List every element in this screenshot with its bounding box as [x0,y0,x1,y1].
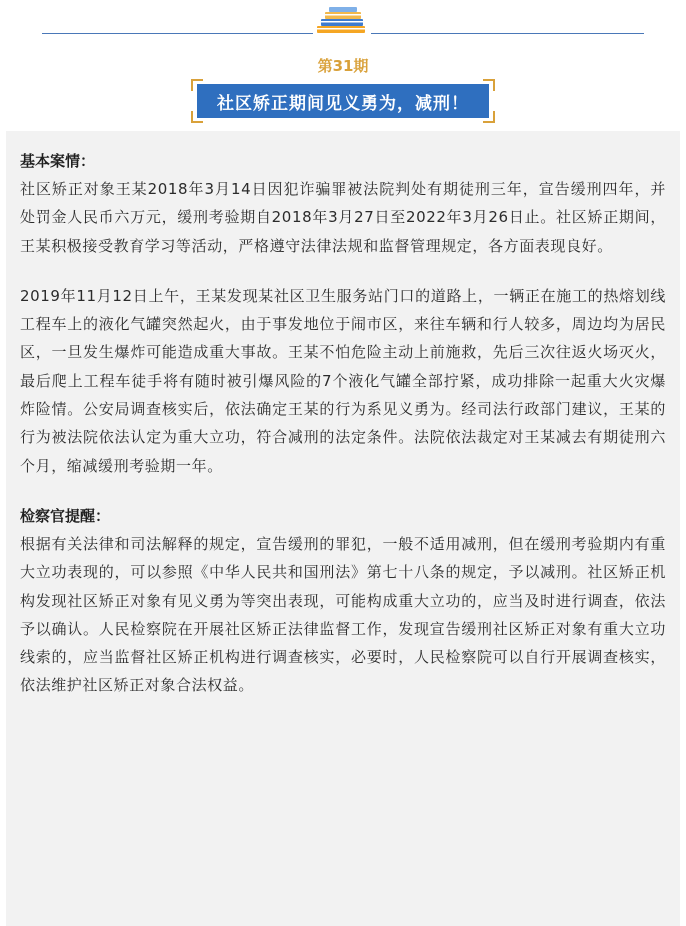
case-paragraph-2: 2019年11月12日上午，王某发现某社区卫生服务站门口的道路上，一辆正在施工的热熔划线工程车上的液化气罐突然起火，由于事发地位于闹市区，来往车辆和行人较多，周边均为居民区，一旦发生爆炸可能造成重大事故。王某不怕危险主动上前施救，先后三次往返火场灭火，最后爬上工程车徒手将有随时被引爆风险的7个液化气罐全部拧紧，成功排除一起重大火灾爆炸险情。公安局调查核实后，依法确定王某的行为系见义勇为。经司法行政部门建议，王某的行为被法院依法认定为重大立功，符合减刑的法定条件。法院依法裁定对王某减去有期徒刑六个月，缩减缓刑考验期一年。 [20,286,666,475]
reminder-paragraph: 根据有关法律和司法解释的规定，宣告缓刑的罪犯，一般不适用减刑，但在缓刑考验期内有重大立功表现的，可以参照《中华人民共和国刑法》第七十八条的规定，予以减刑。社区矫正机构发现社区矫正对象有见义勇为等突出表现，可能构成重大立功的，应当及时进行调查，依法予以确认。人民检察院在开展社区矫正法律监督工作，发现宣告缓刑社区矫正对象有重大立功线索的，应当监督社区矫正机构进行调查核实，必要时，人民检察院可以自行开展调查核实，依法维护社区矫正对象合法权益。 [20,534,666,695]
case-paragraph-1: 社区矫正对象王某2018年3月14日因犯诈骗罪被法院判处有期徒刑三年，宣告缓刑四年，并处罚金人民币六万元，缓刑考验期自2018年3月27日至2022年3月26日止。社区矫正期间，王某积极接受教育学习等活动，严格遵守法律法规和监督管理规定，各方面表现良好。 [20,180,666,255]
books-icon [313,6,371,36]
reminder-heading: 检察官提醒： [20,506,111,525]
case-heading: 基本案情： [20,152,96,170]
article-body [6,131,680,926]
article-title: 社区矫正期间见义勇为，减刑！ [197,84,489,118]
header-decoration [0,0,686,40]
title-frame [191,79,495,123]
issue-label: 第31期 [317,57,369,75]
